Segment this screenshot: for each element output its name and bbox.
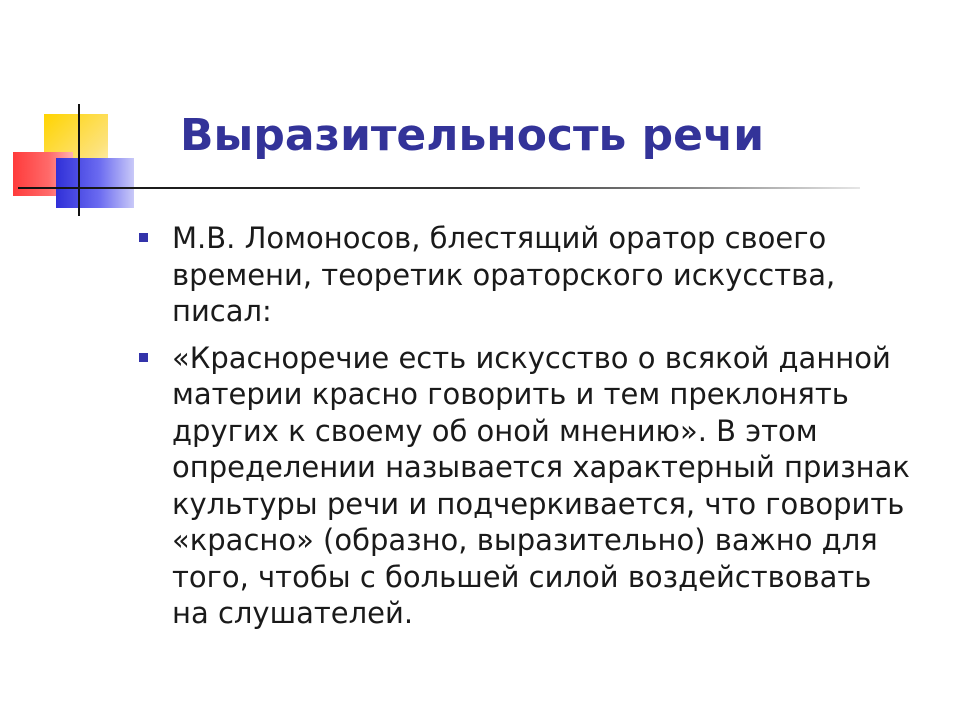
square-bullet-icon bbox=[139, 233, 148, 242]
square-bullet-icon bbox=[139, 353, 148, 362]
title-underline bbox=[18, 187, 860, 189]
bullet-list bbox=[134, 220, 914, 642]
blue-square-decoration bbox=[56, 158, 134, 208]
bullet-text: М.В. Ломоносов, блестящий оратор своего времени, теоретик ораторского искусства, писал: bbox=[172, 221, 836, 328]
slide-title: Выразительность речи bbox=[180, 110, 765, 161]
bullet-item bbox=[134, 220, 914, 330]
bullet-item bbox=[134, 340, 914, 632]
bullet-text: «Красноречие есть искусство о всякой данной материи красно говорить и тем преклонять других к своему об оной мнению». В этом определении называется характерный признак культуры речи и подчеркивается, что говорить «красно» (образно, выразительно) важно для того, чтобы с большей силой воздействовать на слушателей. bbox=[172, 340, 910, 630]
vertical-divider-line bbox=[78, 104, 80, 216]
